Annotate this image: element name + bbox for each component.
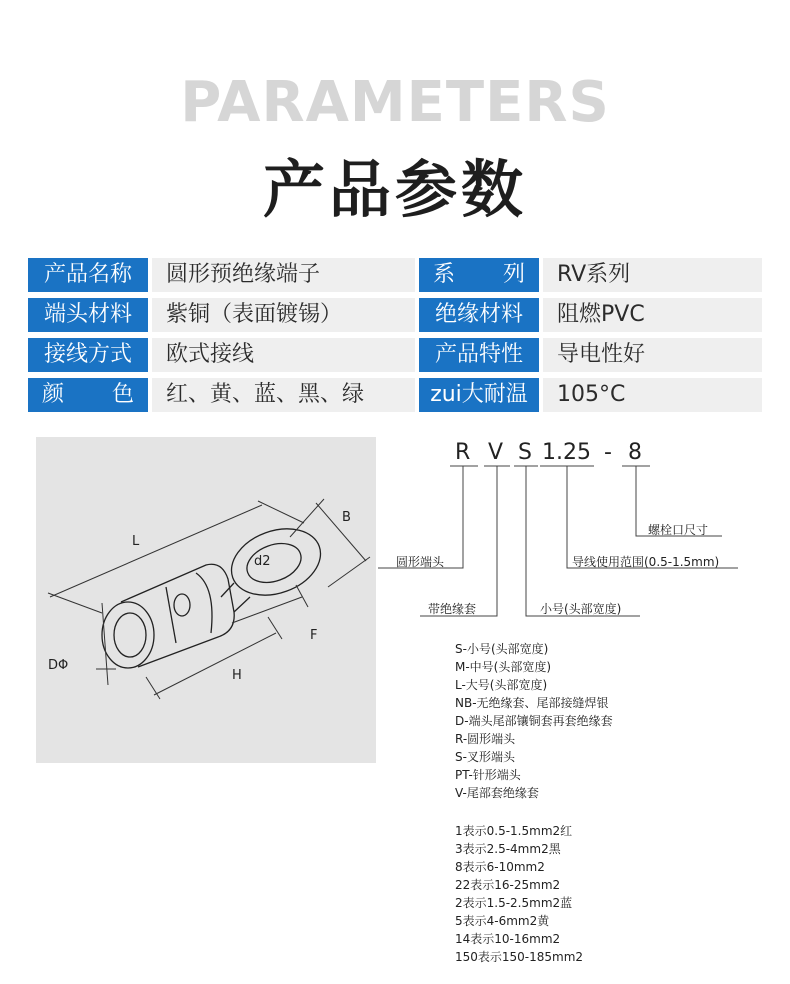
legend-item: L-大号(头部宽度) — [455, 678, 548, 692]
ann-round-head: 圆形端头 — [396, 555, 445, 569]
param-row-2 — [28, 298, 762, 332]
param-value-series: RV系列 — [543, 258, 762, 292]
label-D: DΦ — [48, 658, 69, 673]
dim-H-line — [154, 633, 276, 695]
param-row-4 — [28, 378, 762, 412]
code-char-size: 1.25 — [542, 440, 591, 465]
param-label-insulation-material: 绝缘材料 — [419, 298, 539, 332]
dim-F-ext — [296, 585, 308, 607]
code-char-R: R — [455, 440, 471, 465]
param-label-feature: 产品特性 — [419, 338, 539, 372]
legend-item: D-端头尾部镶铜套再套绝缘套 — [455, 714, 613, 728]
dim-L-line — [50, 505, 262, 597]
param-row-3 — [28, 338, 762, 372]
param-label-series — [419, 258, 539, 292]
label-H: H — [232, 668, 242, 683]
legend-item: 150表示150-185mm2 — [455, 950, 584, 964]
param-value-terminal-material: 紫铜（表面镀锡） — [152, 298, 415, 332]
leader-S — [526, 466, 640, 616]
code-char-V: V — [488, 440, 504, 465]
param-value-insulation-material: 阻燃PVC — [543, 298, 762, 332]
ring-hole — [242, 537, 307, 590]
leader-R — [378, 466, 463, 568]
label-L: L — [132, 534, 140, 549]
legend-item: 2表示1.5-2.5mm2蓝 — [455, 896, 573, 910]
legend-item: 3表示2.5-4mm2黑 — [455, 842, 561, 856]
legend-item: R-圆形端头 — [455, 732, 516, 746]
param-label-series-b: 列 — [502, 262, 525, 287]
param-label-color-a: 颜 — [42, 382, 65, 407]
legend-size-codes — [455, 822, 583, 966]
param-label-color — [28, 378, 148, 412]
param-label-product-name: 产品名称 — [28, 258, 148, 292]
terminal-diagram — [36, 437, 376, 763]
legend-item: S-小号(头部宽度) — [455, 642, 549, 656]
terminal-drawing — [36, 437, 376, 763]
parameter-table — [28, 258, 762, 418]
legend-item: 14表示10-16mm2 — [455, 932, 561, 946]
legend-type-codes — [455, 640, 613, 802]
param-value-wiring: 欧式接线 — [152, 338, 415, 372]
leader-8 — [636, 466, 722, 536]
param-row-1 — [28, 258, 762, 292]
param-label-terminal-material: 端头材料 — [28, 298, 148, 332]
sleeve-step — [166, 587, 176, 643]
ring-outer — [222, 517, 330, 607]
legend-item: 1表示0.5-1.5mm2红 — [455, 824, 573, 838]
legend-item: NB-无绝缘套、尾部接缝焊银 — [455, 696, 609, 710]
legend-item: 5表示4-6mm2黄 — [455, 914, 550, 928]
param-value-max-temp: 105°C — [543, 378, 762, 412]
dim-L-ext2 — [258, 501, 304, 523]
legend-item: 22表示16-25mm2 — [455, 878, 561, 892]
param-label-wiring: 接线方式 — [28, 338, 148, 372]
dim-L-ext1 — [48, 593, 102, 613]
code-char-S: S — [518, 440, 532, 465]
sleeve-ridge — [196, 573, 212, 633]
label-B: B — [342, 510, 351, 525]
leader-V — [420, 466, 497, 616]
dim-H-ext1 — [146, 677, 160, 699]
dim-B-ext2 — [328, 557, 370, 587]
label-d2: d2 — [254, 554, 271, 569]
code-char-dash: - — [604, 440, 612, 465]
param-label-series-a: 系 — [433, 262, 456, 287]
leader-125 — [567, 466, 738, 568]
barrel-end — [174, 594, 190, 616]
dim-B-line — [316, 503, 366, 561]
legend-item: S-叉形端头 — [455, 750, 515, 764]
dim-F-line — [232, 597, 302, 623]
legend-item: PT-针形端头 — [455, 768, 521, 782]
ann-insulated: 带绝缘套 — [428, 602, 477, 616]
legend-item: 8表示6-10mm2 — [455, 860, 545, 874]
code-char-8: 8 — [628, 440, 642, 465]
label-F: F — [310, 628, 318, 643]
param-value-feature: 导电性好 — [543, 338, 762, 372]
param-value-product-name: 圆形预绝缘端子 — [152, 258, 415, 292]
title-english: PARAMETERS — [180, 70, 610, 135]
param-label-max-temp: zui大耐温 — [419, 378, 539, 412]
ann-small-size: 小号(头部宽度) — [540, 602, 622, 616]
legend-item: M-中号(头部宽度) — [455, 660, 552, 674]
dim-B-ext1 — [290, 499, 324, 537]
sleeve-mouth-inner — [114, 613, 146, 657]
ann-wire-range: 导线使用范围(0.5-1.5mm) — [572, 555, 720, 569]
param-value-color: 红、黄、蓝、黑、绿 — [152, 378, 415, 412]
param-label-color-b: 色 — [111, 382, 134, 407]
title-chinese: 产品参数 — [262, 153, 527, 226]
neck — [221, 583, 250, 612]
legend-item: V-尾部套绝缘套 — [455, 786, 539, 800]
ann-screw-size: 螺栓口尺寸 — [648, 523, 709, 537]
